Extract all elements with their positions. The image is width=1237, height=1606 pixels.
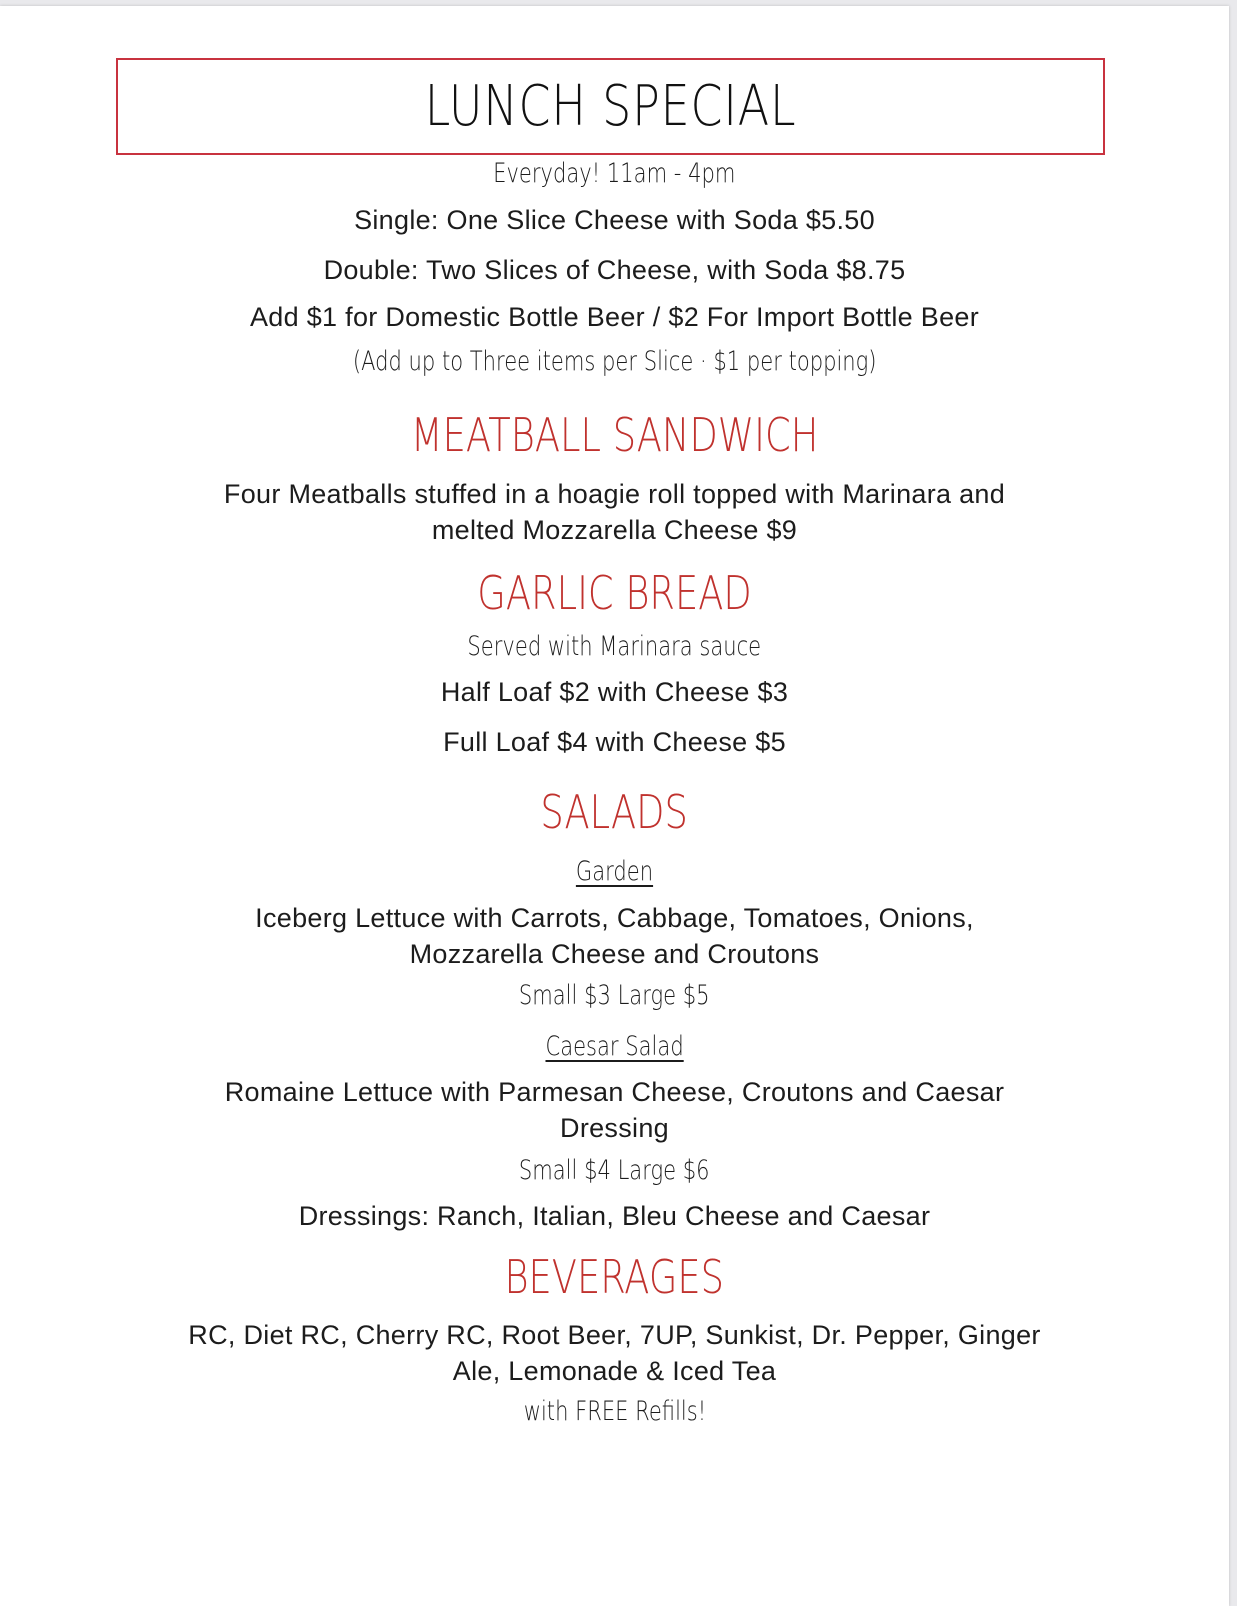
beverages-heading: BEVERAGES	[504, 1250, 725, 1304]
lunch-single: Single: One Slice Cheese with Soda $5.50	[354, 205, 875, 235]
lunch-double: Double: Two Slices of Cheese, with Soda $8.75	[323, 255, 906, 285]
garlic-bread-heading: GARLIC BREAD	[477, 566, 752, 620]
salads-heading: SALADS	[540, 785, 689, 839]
garlic-bread-note: Served with Marinara sauce	[467, 631, 762, 662]
lunch-beer: Add $1 for Domestic Bottle Beer / $2 For Import Bottle Beer	[249, 302, 980, 332]
meatball-heading: MEATBALL SANDWICH	[410, 408, 819, 462]
caesar-salad-name: Caesar Salad	[545, 1031, 684, 1062]
menu-page	[0, 6, 1229, 1606]
garden-salad-desc-line1: Iceberg Lettuce with Carrots, Cabbage, Tomatoes, Onions,	[255, 903, 974, 933]
beverages-list-line1: RC, Diet RC, Cherry RC, Root Beer, 7UP, Sunkist, Dr. Pepper, Ginger	[188, 1320, 1041, 1350]
beverages-note: with FREE Refills!	[523, 1396, 706, 1427]
garden-salad-desc-line2: Mozzarella Cheese and Croutons	[409, 939, 820, 969]
salad-dressings: Dressings: Ranch, Italian, Bleu Cheese and Caesar	[298, 1201, 931, 1231]
title-box	[116, 58, 1105, 155]
lunch-hours: Everyday! 11am - 4pm	[493, 158, 736, 189]
garlic-bread-half: Half Loaf $2 with Cheese $3	[440, 677, 789, 707]
lunch-toppings: (Add up to Three items per Slice · $1 per topping)	[352, 346, 877, 377]
garden-salad-name: Garden	[575, 856, 654, 887]
page-title: LUNCH SPECIAL	[424, 74, 797, 139]
garlic-bread-full: Full Loaf $4 with Cheese $5	[443, 727, 786, 757]
beverages-list-line2: Ale, Lemonade & Iced Tea	[452, 1356, 777, 1386]
garden-salad-price: Small $3 Large $5	[519, 980, 710, 1011]
meatball-desc-line2: melted Mozzarella Cheese $9	[431, 515, 798, 545]
caesar-salad-desc-line1: Romaine Lettuce with Parmesan Cheese, Croutons and Caesar	[224, 1077, 1005, 1107]
caesar-salad-price: Small $4 Large $6	[519, 1155, 710, 1186]
meatball-desc-line1: Four Meatballs stuffed in a hoagie roll topped with Marinara and	[223, 479, 1006, 509]
caesar-salad-desc-line2: Dressing	[560, 1113, 669, 1143]
